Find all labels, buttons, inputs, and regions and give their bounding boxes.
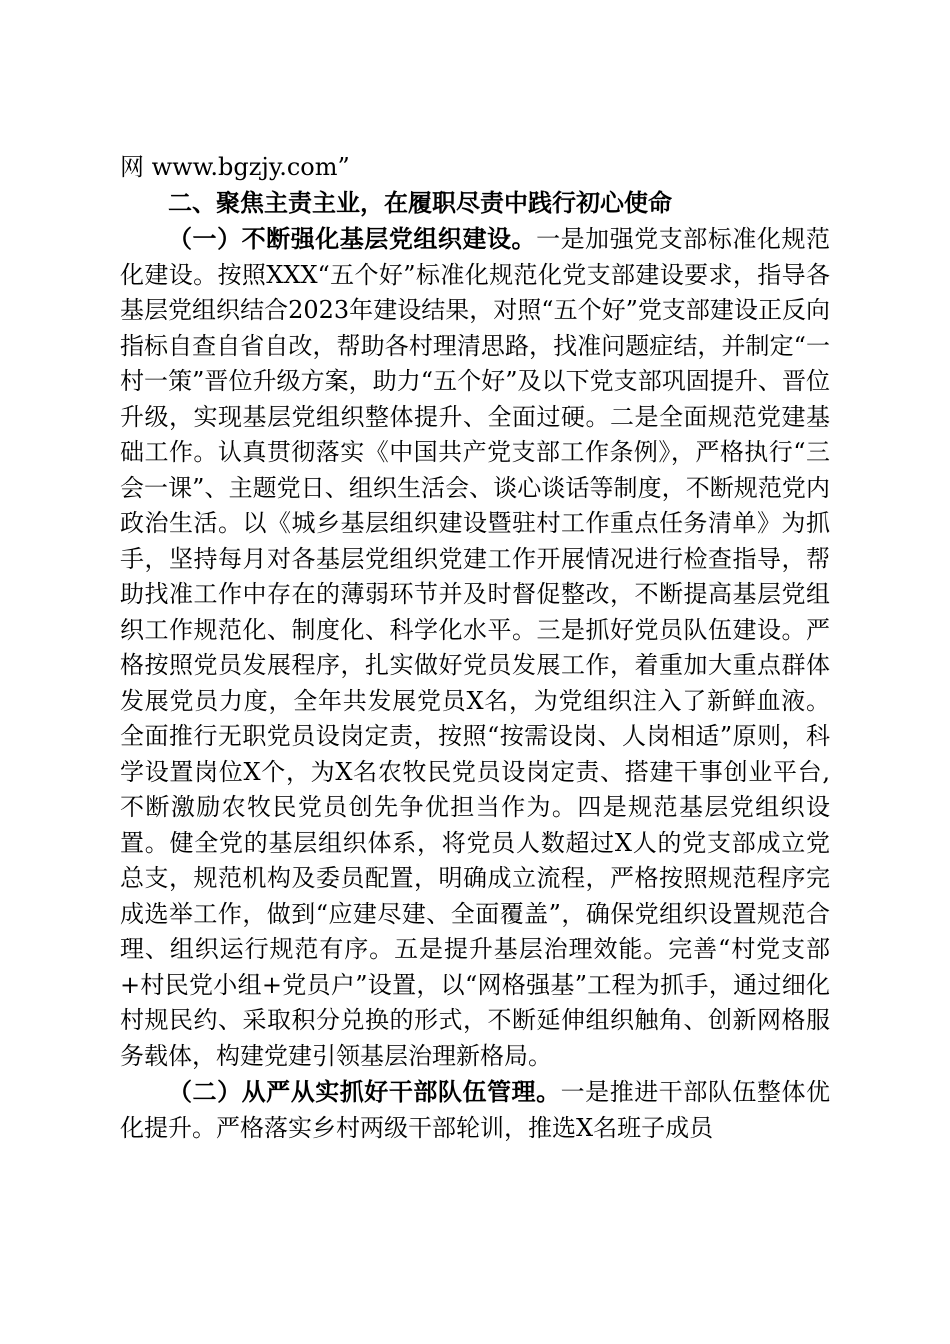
document-body xyxy=(120,150,830,1146)
paragraph-2-body: 一是推进干部队伍整体优化提升。严格落实乡村两级干部轮训，推选X名班子成员 xyxy=(120,1078,831,1142)
paragraph-1 xyxy=(120,221,830,1074)
continuation-line: 网 www.bgzjy.com” xyxy=(120,153,350,181)
paragraph-2-lead: （二）从严从实抓好干部队伍管理。 xyxy=(168,1077,561,1106)
paragraph-2 xyxy=(120,1074,830,1146)
section-heading: 二、聚焦主责主业，在履职尽责中践行初心使命 xyxy=(168,188,672,217)
paragraph-1-body: 一是加强党支部标准化规范化建设。按照XXX“五个好”标准化规范化党支部建设要求，指导各基层党组织结合2023年建设结果，对照“五个好”党支部建设正反向指标自查自省自改，帮助各村理清思路，找准问题症结，并制定“一村一策”晋位升级方案，助力“五个好”及以下党支部巩固提升、晋位升级，实现基层党组织整体提升、全面过硬。二是全面规范党建基础工作。认真贯彻落实《中国共产党支部工作条例》，严格执行“三会一课”、主题党日、组织生活会、谈心谈话等制度，不断规范党内政治生活。以《城乡基层组织建设暨驻村工作重点任务清单》为抓手，坚持每月对各基层党组织党建工作开展情况进行检查指导，帮助找准工作中存在的薄弱环节并及时督促整改，不断提高基层党组织工作规范化、制度化、科学化水平。三是抓好党员队伍建设。严格按照党员发展程序，扎实做好党员发展工作，着重加大重点群体发展党员力度，全年共发展党员X名，为党组织注入了新鲜血液。全面推行无职党员设岗定责，按照“按需设岗、人岗相适”原则，科学设置岗位X个，为X名农牧民党员设岗定责、搭建干事创业平台,不断激励农牧民党员创先争优担当作为。四是规范基层党组织设置。健全党的基层组织体系，将党员人数超过X人的党支部成立党总支，规范机构及委员配置，明确成立流程，严格按照规范程序完成选举工作，做到“应建尽建、全面覆盖”，确保党组织设置规范合理、组织运行规范有序。五是提升基层治理效能。完善“村党支部+村民党小组+党员户”设置，以“网格强基”工程为抓手，通过细化村规民约、采取积分兑换的形式，不断延伸组织触角、创新网格服务载体，构建党建引领基层治理新格局。 xyxy=(120,225,831,1070)
paragraph-1-lead: （一）不断强化基层党组织建设。 xyxy=(168,224,537,253)
